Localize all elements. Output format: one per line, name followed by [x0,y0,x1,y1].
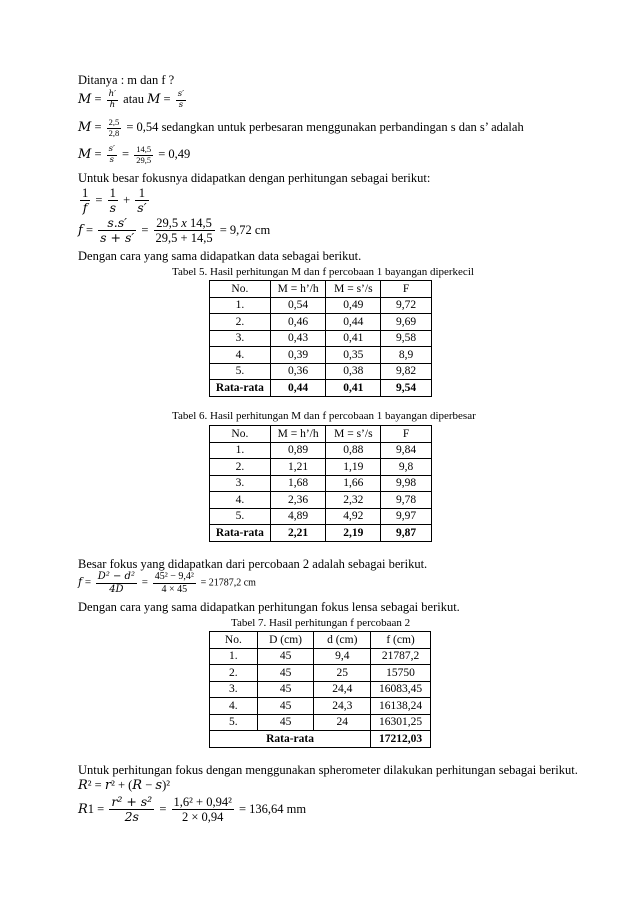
table5-header-cell: No. [210,281,271,298]
table-cell: 4. [210,492,271,509]
table-cell: 0,89 [270,442,326,459]
table-cell: 9,8 [381,459,432,476]
table-cell: 16083,45 [371,681,431,698]
table-cell: 45 [257,648,314,665]
lens-equation: $\frac{1}{f}$ = $\frac{1}{s}$ + $\frac{1}{s'}$ [82,186,147,216]
magnification-formula: M = $\frac{h'}{h}$ atau M = $\frac{s'}{s}$ [78,89,185,110]
table-row [210,330,432,347]
table-cell: 1,19 [326,459,381,476]
atau-label: atau [123,92,144,107]
table-cell: 0,35 [326,347,381,364]
table-cell: 24,4 [314,681,371,698]
table-cell: 9,69 [381,314,432,331]
table5 [209,280,432,397]
table-cell: 2. [210,665,258,682]
table-cell: 2. [210,314,271,331]
average-label: Rata-rata [210,525,271,542]
table-cell: 21787,2 [371,648,431,665]
table-cell: 0,43 [270,330,326,347]
average-label: Rata-rata [210,731,371,748]
table-cell: 45 [257,681,314,698]
table-cell: 1. [210,442,271,459]
table-row [210,314,432,331]
table-row [210,681,431,698]
table-row [210,508,432,525]
table-row [210,442,432,459]
table5-header-row [210,281,432,298]
table6-header-row [210,426,432,443]
experiment2-intro: Besar fokus yang didapatkan dari percobaan 2 adalah sebagai berikut. [78,557,428,571]
table-cell: 9,84 [381,442,432,459]
table-cell: 5. [210,363,271,380]
average-label: Rata-rata [210,380,271,397]
table-cell: 4,92 [326,508,381,525]
average-cell: 9,54 [381,380,432,397]
table-cell: 3. [210,681,258,698]
table-cell: 5. [210,508,271,525]
table-cell: 1,66 [326,475,381,492]
table5-header-cell: M = h’/h [270,281,326,298]
table-row [210,665,431,682]
table-cell: 0,88 [326,442,381,459]
table-row [210,492,432,509]
table7-header-cell: f (cm) [371,632,431,649]
table-row [210,297,432,314]
table6 [209,425,432,542]
average-cell: 2,21 [270,525,326,542]
table-cell: 0,54 [270,297,326,314]
focus-calc: f = $\frac{s.s'}{s + s'}$ = $\frac{29,5 x 14,5}{29,5 + 14,5}$ = 9,72 cm [78,215,271,246]
table6-header-cell: M = h’/h [270,426,326,443]
table-cell: 9,97 [381,508,432,525]
table-cell: 2,32 [326,492,381,509]
table7-header-cell: d (cm) [314,632,371,649]
table-row [210,714,431,731]
table-cell: 1. [210,297,271,314]
spherometer-intro: Untuk perhitungan fokus dengan menggunakan spherometer dilakukan perhitungan sebagai berikut. [78,763,578,777]
experiment2-same-method-text: Dengan cara yang sama didapatkan perhitungan fokus lensa sebagai berikut. [78,600,460,614]
table-row [210,648,431,665]
table-cell: 4,89 [270,508,326,525]
table-cell: 0,44 [326,314,381,331]
table-cell: 0,46 [270,314,326,331]
table-cell: 45 [257,665,314,682]
table6-caption: Tabel 6. Hasil perhitungan M dan f percobaan 1 bayangan diperbesar [172,410,476,422]
table-cell: 9,4 [314,648,371,665]
table-cell: 9,78 [381,492,432,509]
average-cell: 0,41 [326,380,381,397]
experiment2-focus-calc: f = $\frac{\text{D² − d²}}{4D}$ = $\frac{\text{45² − 9,4²}}{4 \times 45}$ = 21787,2 cm [78,571,256,595]
table5-header-cell: M = s’/s [326,281,381,298]
same-method-text: Dengan cara yang sama didapatkan data sebagai berikut. [78,249,362,263]
table-cell: 5. [210,714,258,731]
table6-average-row [210,525,432,542]
table6-header-cell: M = s’/s [326,426,381,443]
table-cell: 45 [257,698,314,715]
table-cell: 0,38 [326,363,381,380]
spherometer-r1-calc: R1 = $\frac{\text{r² + s²}}{2s}$ = $\frac{\text{1,6² + 0,94²}}{2 \times 0,94}$ = 136,64 mm [78,794,307,825]
table5-caption: Tabel 5. Hasil perhitungan M dan f percobaan 1 bayangan diperkecil [172,266,474,278]
table6-header-cell: No. [210,426,271,443]
table-cell: 0,39 [270,347,326,364]
table-cell: 1. [210,648,258,665]
average-cell: 17212,03 [371,731,431,748]
table-cell: 16301,25 [371,714,431,731]
table-cell: 16138,24 [371,698,431,715]
table-cell: 9,98 [381,475,432,492]
table-cell: 9,72 [381,297,432,314]
table7-header-cell: No. [210,632,258,649]
table-cell: 3. [210,475,271,492]
spherometer-radius-equation: R² = r² + (R − s)² [78,778,170,793]
magnification-height-calc: M = $\frac{2,5}{2,8}$ = 0,54 sedangkan untuk perbesaran menggunakan perbandingan s dan s’ adalah [78,117,524,138]
table-cell: 9,58 [381,330,432,347]
average-cell: 0,44 [270,380,326,397]
table-cell: 25 [314,665,371,682]
table7 [209,631,431,748]
table-cell: 2. [210,459,271,476]
magnification-distance-calc: M = $\frac{s'}{s}$ = $\frac{14,5}{29,5}$ = 0,49 [78,144,191,165]
table-row [210,459,432,476]
table-cell: 0,36 [270,363,326,380]
table-cell: 15750 [371,665,431,682]
table-cell: 4. [210,698,258,715]
question-line: Ditanya : m dan f ? [78,73,175,87]
table-row [210,363,432,380]
table7-header-cell: D (cm) [257,632,314,649]
table-cell: 4. [210,347,271,364]
table-cell: 2,36 [270,492,326,509]
table7-average-row [210,731,431,748]
table-cell: 0,49 [326,297,381,314]
table-cell: 24 [314,714,371,731]
average-cell: 9,87 [381,525,432,542]
table7-header-row [210,632,431,649]
table-row [210,698,431,715]
focus-intro-text: Untuk besar fokusnya didapatkan dengan perhitungan sebagai berikut: [78,171,431,185]
table5-average-row [210,380,432,397]
table-cell: 8,9 [381,347,432,364]
average-cell: 2,19 [326,525,381,542]
table-cell: 1,21 [270,459,326,476]
table7-caption: Tabel 7. Hasil perhitungan f percobaan 2 [231,617,411,629]
table-cell: 1,68 [270,475,326,492]
table-cell: 0,41 [326,330,381,347]
table-cell: 45 [257,714,314,731]
table-row [210,347,432,364]
table-cell: 3. [210,330,271,347]
table6-header-cell: F [381,426,432,443]
table5-header-cell: F [381,281,432,298]
table-cell: 9,82 [381,363,432,380]
table-row [210,475,432,492]
table-cell: 24,3 [314,698,371,715]
